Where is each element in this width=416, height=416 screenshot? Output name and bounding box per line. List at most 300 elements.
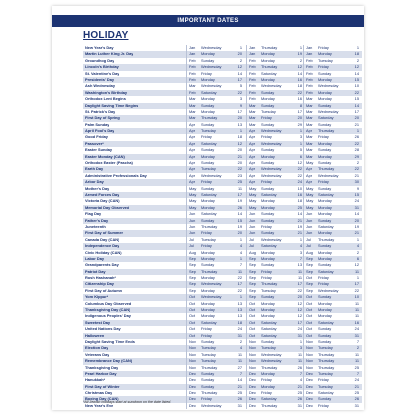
day-number: 22 <box>237 287 242 293</box>
day-number: 27 <box>237 364 242 370</box>
month: Jul <box>189 236 194 242</box>
weekday: Monday <box>261 300 275 306</box>
holiday-heading: HOLIDAY <box>83 30 129 41</box>
weekday: Thursday <box>318 351 335 357</box>
weekday: Friday <box>318 377 329 383</box>
day-number: 10 <box>354 294 359 300</box>
month: Apr <box>249 160 256 166</box>
day-number: 4 <box>356 243 359 249</box>
weekday: Sunday <box>261 338 275 344</box>
month: May <box>249 191 257 197</box>
month: Sep <box>306 255 313 261</box>
holiday-name: Rosh Hashanah* <box>85 275 116 281</box>
weekday: Monday <box>261 204 275 210</box>
month: Mar <box>189 102 196 108</box>
calendar-page <box>52 6 364 410</box>
holiday-name: Juneteenth <box>85 223 106 229</box>
day-number: 1 <box>299 140 302 146</box>
day-number: 28 <box>354 147 359 153</box>
weekday: Saturday <box>261 332 277 338</box>
month: Jul <box>249 243 254 249</box>
month: Mar <box>189 83 196 89</box>
day-number: 13 <box>237 300 242 306</box>
month: Nov <box>249 358 256 364</box>
day-number: 25 <box>237 179 242 185</box>
month: Jun <box>306 223 313 229</box>
weekday: Monday <box>201 108 215 114</box>
holiday-name: Christmas Day <box>85 390 113 396</box>
weekday: Saturday <box>318 223 334 229</box>
holiday-name: Pearl Harbor Day <box>85 370 117 376</box>
day-number: 24 <box>354 198 359 204</box>
month: May <box>189 185 197 191</box>
holiday-name: Palm Sunday <box>85 121 110 127</box>
day-number: 31 <box>237 332 242 338</box>
holiday-name: Yom Kippur* <box>85 294 109 300</box>
weekday: Sunday <box>318 102 332 108</box>
month: Jun <box>189 223 196 229</box>
day-number: 4 <box>239 249 242 255</box>
month: Aug <box>189 249 196 255</box>
weekday: Sunday <box>201 160 215 166</box>
day-number: 1 <box>299 128 302 134</box>
holiday-name: Columbus Day Observed <box>85 300 132 306</box>
weekday: Friday <box>318 64 329 70</box>
weekday: Monday <box>318 89 332 95</box>
month: Mar <box>189 96 196 102</box>
month: Nov <box>249 338 256 344</box>
day-number: 17 <box>297 319 302 325</box>
day-number: 29 <box>354 153 359 159</box>
weekday: Tuesday <box>201 345 216 351</box>
month: Nov <box>306 351 313 357</box>
weekday: Monday <box>261 76 275 82</box>
month: Aug <box>249 249 256 255</box>
month: Feb <box>249 70 256 76</box>
holiday-names-column <box>83 45 186 409</box>
weekday: Friday <box>201 134 212 140</box>
holiday-name: Memorial Day Observed <box>85 204 130 210</box>
weekday: Sunday <box>318 332 332 338</box>
holiday-name: Easter Monday (CAN) <box>85 153 125 159</box>
day-number: 11 <box>237 268 242 274</box>
day-number: 26 <box>354 134 359 140</box>
day-number: 7 <box>299 370 302 376</box>
month: Mar <box>249 115 256 121</box>
holiday-name: Halloween <box>85 332 105 338</box>
holiday-name: First Day of Summer <box>85 230 124 236</box>
day-number: 16 <box>354 319 359 325</box>
day-number: 24 <box>237 326 242 332</box>
day-number: 15 <box>237 217 242 223</box>
weekday: Saturday <box>261 326 277 332</box>
weekday: Tuesday <box>318 370 333 376</box>
month: Apr <box>189 140 196 146</box>
day-number: 6 <box>356 255 359 261</box>
weekday: Saturday <box>201 191 217 197</box>
day-number: 14 <box>237 70 242 76</box>
holiday-name: Martin Luther King Jr. Day <box>85 51 134 57</box>
month: Oct <box>189 332 196 338</box>
holiday-name: Flag Day <box>85 211 102 217</box>
day-number: 21 <box>237 383 242 389</box>
day-number: 21 <box>354 172 359 178</box>
day-number: 18 <box>297 198 302 204</box>
weekday: Thursday <box>201 223 218 229</box>
day-number: 3 <box>239 96 242 102</box>
weekday: Wednesday <box>261 140 282 146</box>
month: Mar <box>306 115 313 121</box>
weekday: Monday <box>261 383 275 389</box>
weekday: Thursday <box>201 115 218 121</box>
month: Sep <box>249 275 256 281</box>
day-number: 10 <box>297 185 302 191</box>
month: Nov <box>306 345 313 351</box>
month: May <box>306 160 314 166</box>
month: Nov <box>306 364 313 370</box>
weekday: Monday <box>261 57 275 63</box>
day-number: 20 <box>354 115 359 121</box>
month: May <box>306 185 314 191</box>
day-number: 14 <box>237 211 242 217</box>
weekday: Monday <box>201 153 215 159</box>
month: Feb <box>189 70 196 76</box>
month: Sep <box>189 262 196 268</box>
month: Dec <box>189 390 196 396</box>
month: Jul <box>306 236 311 242</box>
day-number: 12 <box>354 64 359 70</box>
month: Mar <box>306 121 313 127</box>
weekday: Thursday <box>318 166 335 172</box>
month: Dec <box>306 383 313 389</box>
weekday: Sunday <box>201 57 215 63</box>
holiday-name: Hanukkah* <box>85 377 106 383</box>
day-number: 15 <box>354 191 359 197</box>
month: Dec <box>189 377 196 383</box>
day-number: 24 <box>354 326 359 332</box>
day-number: 2 <box>356 57 359 63</box>
month: Sep <box>306 268 313 274</box>
weekday: Saturday <box>201 211 217 217</box>
day-number: 26 <box>237 204 242 210</box>
holiday-name: Thanksgiving Day <box>85 364 119 370</box>
month: Jul <box>189 243 194 249</box>
weekday: Sunday <box>318 160 332 166</box>
month: Apr <box>249 172 256 178</box>
weekday: Friday <box>201 326 212 332</box>
holiday-name: Patriot Day <box>85 268 106 274</box>
weekday: Thursday <box>318 358 335 364</box>
holiday-name: Washington's Birthday <box>85 89 128 95</box>
day-number: 5 <box>239 83 242 89</box>
day-number: 13 <box>237 121 242 127</box>
holiday-name: Canada Day (CAN) <box>85 236 120 242</box>
day-number: 1 <box>239 45 242 50</box>
weekday: Monday <box>201 275 215 281</box>
weekday: Sunday <box>261 147 275 153</box>
holiday-name: Ash Wednesday <box>85 83 115 89</box>
month: Sep <box>189 255 196 261</box>
weekday: Thursday <box>318 364 335 370</box>
month: Apr <box>249 153 256 159</box>
weekday: Wednesday <box>201 172 222 178</box>
month: May <box>249 198 257 204</box>
day-number: 26 <box>354 396 359 402</box>
day-number: 19 <box>237 198 242 204</box>
day-number: 18 <box>237 319 242 325</box>
month: Sep <box>189 268 196 274</box>
weekday: Friday <box>201 243 212 249</box>
month: May <box>189 198 197 204</box>
weekday: Monday <box>318 198 332 204</box>
day-number: 26 <box>297 396 302 402</box>
day-number: 13 <box>297 262 302 268</box>
day-number: 3 <box>299 345 302 351</box>
month: Apr <box>189 128 196 134</box>
month: Feb <box>306 57 313 63</box>
day-number: 17 <box>354 281 359 287</box>
month: Jun <box>189 211 196 217</box>
month: Mar <box>189 115 196 121</box>
month: Apr <box>249 147 256 153</box>
weekday: Friday <box>318 281 329 287</box>
day-number: 7 <box>299 255 302 261</box>
month: Nov <box>189 364 196 370</box>
day-number: 2 <box>356 345 359 351</box>
month: Sep <box>189 275 196 281</box>
day-number: 4 <box>299 243 302 249</box>
month: Dec <box>249 396 256 402</box>
weekday: Thursday <box>201 390 218 396</box>
month: Dec <box>249 390 256 396</box>
month: Apr <box>249 179 256 185</box>
weekday: Thursday <box>318 128 335 134</box>
year-1-column <box>186 45 247 409</box>
day-number: 19 <box>237 223 242 229</box>
day-number: 21 <box>297 383 302 389</box>
holiday-name: Administrative Professionals Day <box>85 172 147 178</box>
month: Nov <box>249 351 256 357</box>
weekday: Sunday <box>201 262 215 268</box>
weekday: Thursday <box>261 402 278 408</box>
month: Oct <box>189 307 196 313</box>
holiday-name: Arbor Day <box>85 179 104 185</box>
weekday: Sunday <box>261 102 275 108</box>
day-number: 17 <box>297 281 302 287</box>
day-number: 7 <box>239 262 242 268</box>
weekday: Monday <box>318 140 332 146</box>
month: Mar <box>306 153 313 159</box>
day-number: 2 <box>239 57 242 63</box>
day-number: 12 <box>354 262 359 268</box>
month: Feb <box>189 64 196 70</box>
month: Oct <box>306 313 313 319</box>
weekday: Monday <box>318 313 332 319</box>
weekday: Monday <box>318 255 332 261</box>
weekday: Saturday <box>318 390 334 396</box>
weekday: Wednesday <box>201 64 222 70</box>
month: Mar <box>249 121 256 127</box>
day-number: 1 <box>299 338 302 344</box>
weekday: Thursday <box>318 236 335 242</box>
weekday: Sunday <box>261 121 275 127</box>
holiday-name: Civic Holiday (CAN) <box>85 249 122 255</box>
month: Jul <box>306 243 311 249</box>
jewish-holidays-footnote: *All Jewish holidays start at sundown on the date listed. <box>83 400 172 404</box>
weekday: Wednesday <box>261 83 282 89</box>
weekday: Saturday <box>318 191 334 197</box>
day-number: 22 <box>297 172 302 178</box>
month: Mar <box>306 102 313 108</box>
month: Apr <box>306 179 313 185</box>
weekday: Monday <box>201 96 215 102</box>
month: Apr <box>306 172 313 178</box>
month: Nov <box>306 338 313 344</box>
holiday-name: Easter Sunday <box>85 147 113 153</box>
month: Sep <box>189 281 196 287</box>
month: Nov <box>189 358 196 364</box>
month: Dec <box>189 383 196 389</box>
holiday-name: First Day of Autumn <box>85 287 123 293</box>
holiday-name: Boxing Day (CAN) <box>85 396 119 402</box>
weekday: Saturday <box>318 268 334 274</box>
day-number: 22 <box>354 140 359 146</box>
weekday: Thursday <box>261 64 278 70</box>
weekday: Sunday <box>261 185 275 191</box>
weekday: Wednesday <box>261 166 282 172</box>
month: Mar <box>249 108 256 114</box>
weekday: Sunday <box>201 147 215 153</box>
day-number: 25 <box>297 204 302 210</box>
weekday: Friday <box>318 45 329 50</box>
holiday-name: Grandparents Day <box>85 262 119 268</box>
month: Sep <box>306 262 313 268</box>
month: Apr <box>189 121 196 127</box>
day-number: 11 <box>237 185 242 191</box>
holiday-name: Thanksgiving Day (CAN) <box>85 307 131 313</box>
weekday: Wednesday <box>318 172 339 178</box>
day-number: 14 <box>354 102 359 108</box>
weekday: Friday <box>261 275 272 281</box>
weekday: Monday <box>261 96 275 102</box>
month: Oct <box>249 332 256 338</box>
weekday: Thursday <box>261 45 278 50</box>
day-number: 12 <box>297 160 302 166</box>
day-number: 9 <box>239 102 242 108</box>
weekday: Sunday <box>201 370 215 376</box>
day-number: 15 <box>354 96 359 102</box>
day-number: 16 <box>297 191 302 197</box>
holiday-name: Citizenship Day <box>85 281 114 287</box>
month: Mar <box>306 96 313 102</box>
weekday: Friday <box>261 179 272 185</box>
day-number: 17 <box>237 281 242 287</box>
day-number: 22 <box>297 89 302 95</box>
day-number: 14 <box>297 211 302 217</box>
day-number: 22 <box>354 89 359 95</box>
day-number: 17 <box>354 108 359 114</box>
day-number: 12 <box>297 307 302 313</box>
weekday: Wednesday <box>201 402 222 408</box>
month: Oct <box>306 275 313 281</box>
holiday-name: Daylight Saving Time Begins <box>85 102 139 108</box>
day-number: 7 <box>356 370 359 376</box>
day-number: 22 <box>237 166 242 172</box>
month: Feb <box>189 57 196 63</box>
weekday: Monday <box>318 211 332 217</box>
day-number: 4 <box>239 345 242 351</box>
weekday: Monday <box>318 76 332 82</box>
weekday: Sunday <box>261 160 275 166</box>
holiday-name: Independence Day <box>85 243 120 249</box>
holiday-name: Mother's Day <box>85 185 110 191</box>
day-number: 7 <box>356 338 359 344</box>
day-number: 31 <box>237 402 242 408</box>
weekday: Sunday <box>318 243 332 249</box>
day-number: 21 <box>354 383 359 389</box>
month: Oct <box>306 332 313 338</box>
month: Jan <box>249 51 256 57</box>
day-number: 1 <box>299 45 302 50</box>
weekday: Saturday <box>201 140 217 146</box>
weekday: Saturday <box>261 243 277 249</box>
weekday: Sunday <box>261 294 275 300</box>
month: Feb <box>249 64 256 70</box>
day-number: 22 <box>354 287 359 293</box>
weekday: Monday <box>318 307 332 313</box>
weekday: Friday <box>261 115 272 121</box>
weekday: Monday <box>201 204 215 210</box>
day-number: 20 <box>237 160 242 166</box>
day-number: 23 <box>237 172 242 178</box>
holiday-name: Orthodox Lent Begins <box>85 96 126 102</box>
month: Oct <box>249 326 256 332</box>
month: Apr <box>189 179 196 185</box>
weekday: Sunday <box>261 230 275 236</box>
weekday: Friday <box>201 179 212 185</box>
month: Nov <box>189 338 196 344</box>
month: May <box>306 191 314 197</box>
month: Feb <box>306 64 313 70</box>
weekday: Wednesday <box>318 287 339 293</box>
day-number: 14 <box>354 70 359 76</box>
weekday: Tuesday <box>201 358 216 364</box>
day-number: 31 <box>297 332 302 338</box>
month: Feb <box>249 76 256 82</box>
weekday: Tuesday <box>318 383 333 389</box>
month: Aug <box>306 249 313 255</box>
month: Sep <box>249 268 256 274</box>
weekday: Saturday <box>318 115 334 121</box>
month: Feb <box>306 89 313 95</box>
weekday: Monday <box>318 300 332 306</box>
date-row <box>187 403 247 409</box>
day-number: 10 <box>354 83 359 89</box>
weekday: Friday <box>318 179 329 185</box>
day-number: 21 <box>354 121 359 127</box>
weekday: Tuesday <box>318 57 333 63</box>
weekday: Sunday <box>318 217 332 223</box>
month: Dec <box>189 370 196 376</box>
day-number: 11 <box>237 351 242 357</box>
weekday: Sunday <box>201 377 215 383</box>
holiday-name: St. Patrick's Day <box>85 108 116 114</box>
weekday: Monday <box>201 307 215 313</box>
weekday: Tuesday <box>261 108 276 114</box>
month: Jan <box>189 51 196 57</box>
day-number: 31 <box>354 332 359 338</box>
day-number: 20 <box>297 294 302 300</box>
